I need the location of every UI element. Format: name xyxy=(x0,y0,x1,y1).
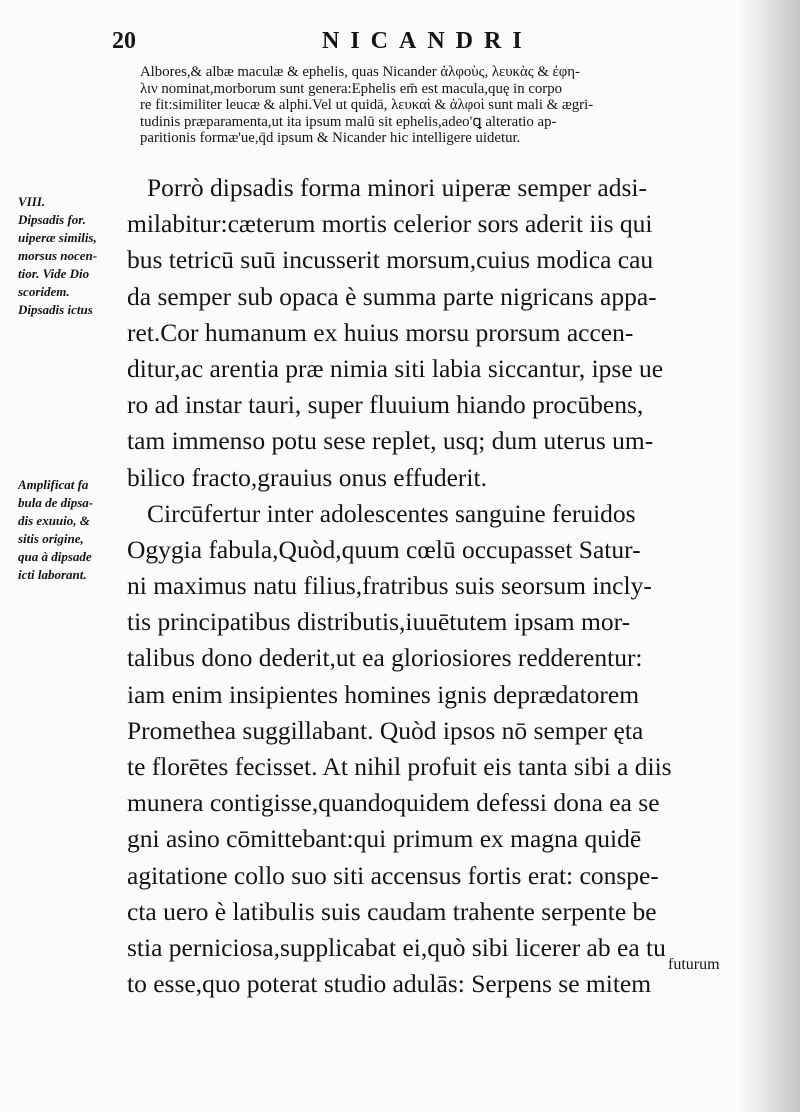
text-line: ni maximus natu filius,fratribus suis seorsum incly- xyxy=(127,571,652,601)
margin-note-line: bula de dipsa- xyxy=(18,495,94,510)
page-gutter-shadow xyxy=(738,0,800,1112)
text-line: Ogygia fabula,Quòd,quum cœlū occupasset Satur- xyxy=(127,534,641,564)
page-header xyxy=(0,28,800,62)
text-line: bus tetricū suū incusserit morsum,cuius modica cau xyxy=(127,245,654,275)
text-line: ret.Cor humanum ex huius morsu prorsum accen- xyxy=(127,317,634,347)
margin-note-line: icti laborant. xyxy=(18,567,87,582)
margin-note-line: morsus nocen- xyxy=(18,248,98,263)
text-line: Circūfertur inter adolescentes sanguine feruidos xyxy=(147,498,636,528)
text-line: bilico fracto,grauius onus effuderit. xyxy=(127,462,487,492)
margin-note-line: Dipsadis ictus xyxy=(18,302,93,317)
text-line: talibus dono dederit,ut ea gloriosiores redderentur: xyxy=(127,643,643,673)
margin-note-line: sitis origine, xyxy=(18,531,84,546)
margin-note-dipsas xyxy=(18,193,120,319)
margin-note-line: VIII. xyxy=(18,194,46,209)
catchword: futurum xyxy=(668,956,720,973)
note-line: λιν nominat,morborum sunt genera:Ephelis em̄ est macula,quę in corpo xyxy=(140,80,563,97)
text-line: stia perniciosa,supplicabat ei,quò sibi licerer ab ea tu xyxy=(127,932,666,962)
running-head: NICANDRI xyxy=(322,28,533,54)
margin-note-fable xyxy=(18,476,120,584)
note-line: re fit:similiter leucæ & alphi.Vel ut quidā, λευκαὶ & ἀλφοὶ sunt mali & ægri- xyxy=(140,97,594,114)
text-line: te florētes fecisset. At nihil profuit eis tanta sibi a diis xyxy=(127,752,672,781)
note-line: tudinis præparamenta,ut ita ipsum malū sit ephelis,adeo'ꝗ alteratio ap- xyxy=(140,113,557,130)
text-line: ro ad instar tauri, super fluuium hiando procūbens, xyxy=(127,390,644,420)
text-line: da semper sub opaca è summa parte nigricans appa- xyxy=(127,281,657,311)
text-line: tis principatibus distributis,iuuētutem ipsam mor- xyxy=(127,607,631,637)
text-line: agitatione collo suo siti accensus fortis erat: conspe- xyxy=(127,860,659,890)
page-number: 20 xyxy=(112,28,136,54)
commentary-note xyxy=(140,64,740,147)
text-line: iam enim insipientes homines ignis deprædatorem xyxy=(127,679,640,709)
margin-note-line: tior. Vide Dio xyxy=(18,266,90,281)
text-line: munera contigisse,quandoquidem defessi dona ea se xyxy=(127,788,660,818)
text-line: cta uero è latibulis suis caudam trahente serpente be xyxy=(127,896,657,926)
text-line: to esse,quo poterat studio adulās: Serpens se mitem xyxy=(127,969,652,999)
margin-note-line: qua à dipsade xyxy=(18,549,92,564)
margin-note-line: Amplificat fa xyxy=(18,477,89,492)
text-line: Porrò dipsadis forma minori uiperæ semper adsi- xyxy=(147,173,647,202)
text-line: milabitur:cæterum mortis celerior sors aderit iis qui xyxy=(127,209,653,239)
text-line: ditur,ac arentia præ nimia siti labia siccantur, ipse ue xyxy=(127,353,664,383)
margin-note-line: scoridem. xyxy=(18,284,70,299)
text-line: Promethea suggillabant. Quòd ipsos nō semper ęta xyxy=(127,715,644,745)
margin-note-line: dis exuuio, & xyxy=(18,513,90,528)
text-line: tam immenso potu sese replet, usq; dum uterus um- xyxy=(127,426,654,456)
margin-note-line: uiperæ similis, xyxy=(18,230,97,245)
main-text xyxy=(127,170,747,1002)
margin-note-line: Dipsadis for. xyxy=(18,212,86,227)
note-line: Albores,& albæ maculæ & ephelis, quas Nicander ἀλφοὺς, λευκὰς & ἐφη- xyxy=(140,64,580,80)
text-line: gni asino cōmittebant:qui primum ex magna quidē xyxy=(127,824,642,854)
note-line: paritionis formæ'ue,q̄d ipsum & Nicander hic intelligere uidetur. xyxy=(140,130,521,147)
